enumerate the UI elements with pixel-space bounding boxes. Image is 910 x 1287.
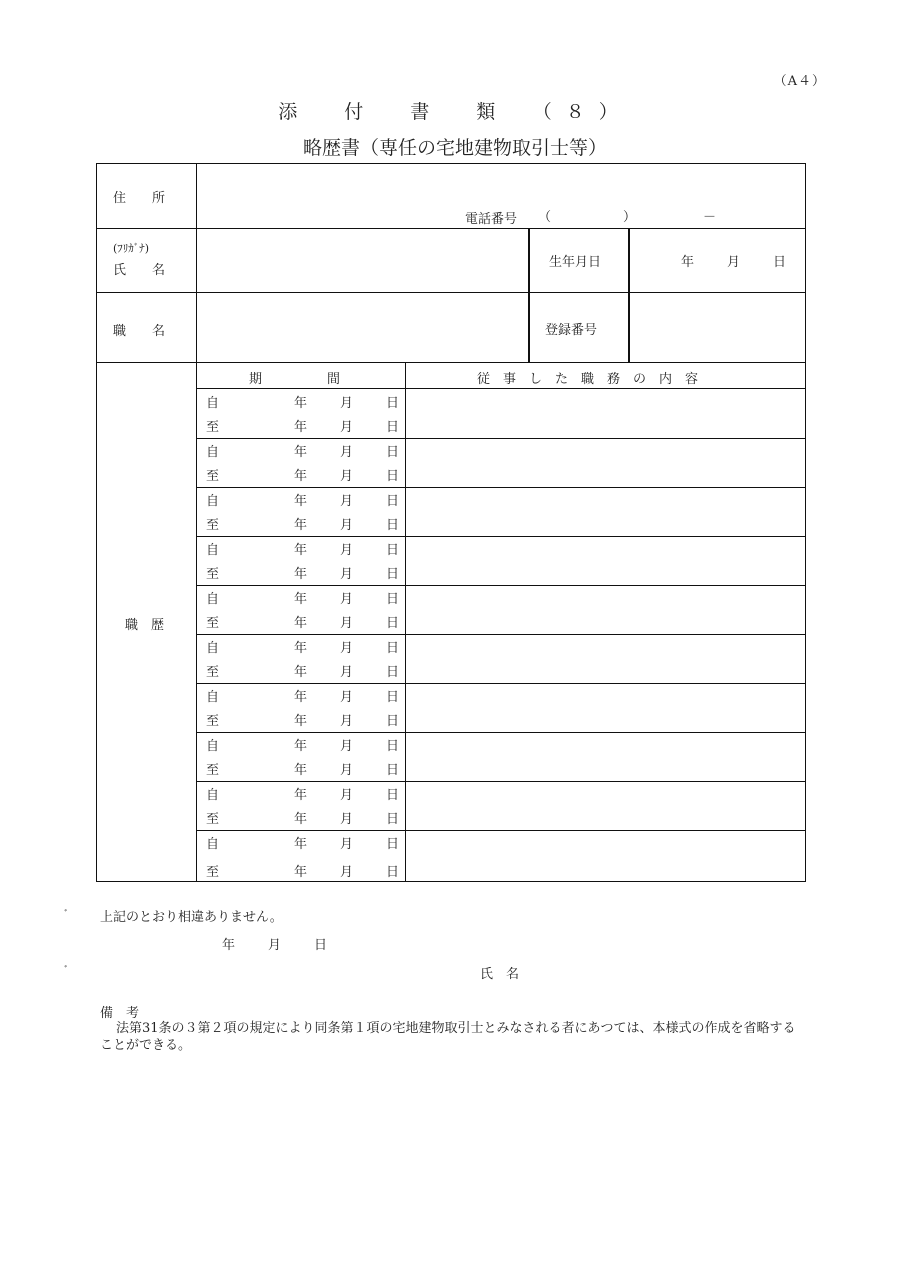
date-month-label: 月 — [268, 938, 282, 953]
to-day-label: 日 — [386, 518, 400, 533]
from-year-label: 年 — [294, 396, 308, 411]
date-day-label: 日 — [314, 938, 328, 953]
to-label: 至 — [206, 714, 220, 729]
from-day-label: 日 — [386, 396, 400, 411]
career-row — [196, 830, 806, 882]
to-label: 至 — [206, 567, 220, 582]
from-label: 自 — [206, 690, 220, 705]
address-label: 住 所 — [113, 191, 166, 206]
document-subtitle: 略歴書（専任の宅地建物取引士等） — [302, 137, 607, 159]
duties-field[interactable] — [407, 487, 805, 536]
document-title: 添 付 書 類 （８） — [278, 101, 632, 123]
from-label: 自 — [206, 739, 220, 754]
from-year-label: 年 — [294, 592, 308, 607]
from-day-label: 日 — [386, 690, 400, 705]
to-month-label: 月 — [340, 714, 354, 729]
to-label: 至 — [206, 518, 220, 533]
from-month-label: 月 — [340, 396, 354, 411]
position-label: 職 名 — [113, 324, 166, 339]
from-day-label: 日 — [386, 494, 400, 509]
from-label: 自 — [206, 788, 220, 803]
to-label: 至 — [206, 420, 220, 435]
career-row — [196, 732, 806, 781]
to-year-label: 年 — [294, 714, 308, 729]
birth-day-label: 日 — [773, 255, 787, 270]
to-year-label: 年 — [294, 812, 308, 827]
from-month-label: 月 — [340, 837, 354, 852]
to-day-label: 日 — [386, 616, 400, 631]
remarks-title: 備 考 — [100, 1006, 140, 1021]
from-day-label: 日 — [386, 592, 400, 607]
from-label: 自 — [206, 837, 220, 852]
duties-field[interactable] — [407, 634, 805, 683]
birth-date-label: 生年月日 — [549, 255, 602, 270]
to-label: 至 — [206, 469, 220, 484]
duties-field[interactable] — [407, 389, 805, 438]
from-label: 自 — [206, 543, 220, 558]
duties-field[interactable] — [407, 732, 805, 781]
to-year-label: 年 — [294, 665, 308, 680]
career-label: 職 歴 — [125, 618, 165, 633]
to-label: 至 — [206, 865, 220, 880]
to-month-label: 月 — [340, 518, 354, 533]
paper-size-label: （A４） — [773, 74, 826, 89]
to-year-label: 年 — [294, 469, 308, 484]
to-year-label: 年 — [294, 518, 308, 533]
to-month-label: 月 — [340, 865, 354, 880]
from-month-label: 月 — [340, 788, 354, 803]
phone-label: 電話番号 — [465, 212, 518, 227]
career-row — [196, 781, 806, 830]
duties-field[interactable] — [407, 536, 805, 585]
to-label: 至 — [206, 763, 220, 778]
duties-field[interactable] — [407, 438, 805, 487]
to-day-label: 日 — [386, 665, 400, 680]
to-day-label: 日 — [386, 420, 400, 435]
phone-dash: － — [703, 210, 717, 225]
from-year-label: 年 — [294, 543, 308, 558]
margin-mark: ﾞ — [64, 966, 69, 977]
from-month-label: 月 — [340, 690, 354, 705]
from-day-label: 日 — [386, 543, 400, 558]
from-month-label: 月 — [340, 494, 354, 509]
period-header: 期 間 — [249, 372, 341, 387]
duties-field[interactable] — [407, 683, 805, 732]
from-month-label: 月 — [340, 641, 354, 656]
career-row — [196, 487, 806, 536]
to-day-label: 日 — [386, 865, 400, 880]
to-year-label: 年 — [294, 567, 308, 582]
column-divider — [528, 228, 530, 362]
birth-year-label: 年 — [681, 255, 695, 270]
from-year-label: 年 — [294, 739, 308, 754]
to-label: 至 — [206, 812, 220, 827]
to-day-label: 日 — [386, 812, 400, 827]
to-day-label: 日 — [386, 469, 400, 484]
name-label: 氏 名 — [113, 263, 166, 278]
margin-mark: ﾞ — [64, 910, 69, 921]
row-divider — [97, 228, 806, 229]
from-month-label: 月 — [340, 445, 354, 460]
to-year-label: 年 — [294, 616, 308, 631]
to-month-label: 月 — [340, 469, 354, 484]
signature-name-label: 氏 名 — [480, 967, 520, 982]
from-label: 自 — [206, 396, 220, 411]
duties-header: 従 事 し た 職 務 の 内 容 — [477, 372, 699, 387]
to-month-label: 月 — [340, 665, 354, 680]
birth-month-label: 月 — [727, 255, 741, 270]
to-month-label: 月 — [340, 763, 354, 778]
from-month-label: 月 — [340, 592, 354, 607]
duties-field[interactable] — [407, 830, 805, 882]
career-row — [196, 634, 806, 683]
to-day-label: 日 — [386, 567, 400, 582]
phone-open-paren: （ — [538, 210, 552, 225]
duties-field[interactable] — [407, 585, 805, 634]
to-year-label: 年 — [294, 865, 308, 880]
from-month-label: 月 — [340, 543, 354, 558]
from-day-label: 日 — [386, 837, 400, 852]
career-row — [196, 389, 806, 438]
from-day-label: 日 — [386, 445, 400, 460]
to-day-label: 日 — [386, 763, 400, 778]
from-year-label: 年 — [294, 494, 308, 509]
to-year-label: 年 — [294, 420, 308, 435]
registration-number-field[interactable] — [631, 294, 805, 360]
to-label: 至 — [206, 616, 220, 631]
certification-statement: 上記のとおり相違ありません。 — [100, 910, 283, 925]
to-year-label: 年 — [294, 763, 308, 778]
column-divider — [628, 228, 630, 362]
career-row — [196, 585, 806, 634]
from-year-label: 年 — [294, 641, 308, 656]
registration-number-label: 登録番号 — [545, 323, 598, 338]
phone-close-paren: ） — [623, 210, 637, 225]
from-year-label: 年 — [294, 788, 308, 803]
to-month-label: 月 — [340, 420, 354, 435]
from-year-label: 年 — [294, 690, 308, 705]
from-label: 自 — [206, 494, 220, 509]
from-year-label: 年 — [294, 837, 308, 852]
remarks-text: 法第31条の３第２項の規定により同条第１項の宅地建物取引士とみなされる者にあつては、本様式の作成を省略することができる。 — [100, 1021, 796, 1053]
from-label: 自 — [206, 641, 220, 656]
from-label: 自 — [206, 592, 220, 607]
from-label: 自 — [206, 445, 220, 460]
resume-form-table — [96, 163, 806, 882]
career-row — [196, 536, 806, 585]
from-day-label: 日 — [386, 739, 400, 754]
from-day-label: 日 — [386, 641, 400, 656]
furigana-label: (ﾌﾘｶﾞﾅ) — [113, 242, 150, 255]
to-month-label: 月 — [340, 616, 354, 631]
to-day-label: 日 — [386, 714, 400, 729]
from-year-label: 年 — [294, 445, 308, 460]
from-day-label: 日 — [386, 788, 400, 803]
to-label: 至 — [206, 665, 220, 680]
from-month-label: 月 — [340, 739, 354, 754]
career-row — [196, 683, 806, 732]
to-month-label: 月 — [340, 812, 354, 827]
name-field[interactable] — [198, 230, 526, 291]
career-row — [196, 438, 806, 487]
date-year-label: 年 — [222, 938, 236, 953]
row-divider — [97, 362, 806, 363]
duties-field[interactable] — [407, 781, 805, 830]
to-month-label: 月 — [340, 567, 354, 582]
row-divider — [97, 292, 806, 293]
position-field[interactable] — [198, 294, 526, 360]
